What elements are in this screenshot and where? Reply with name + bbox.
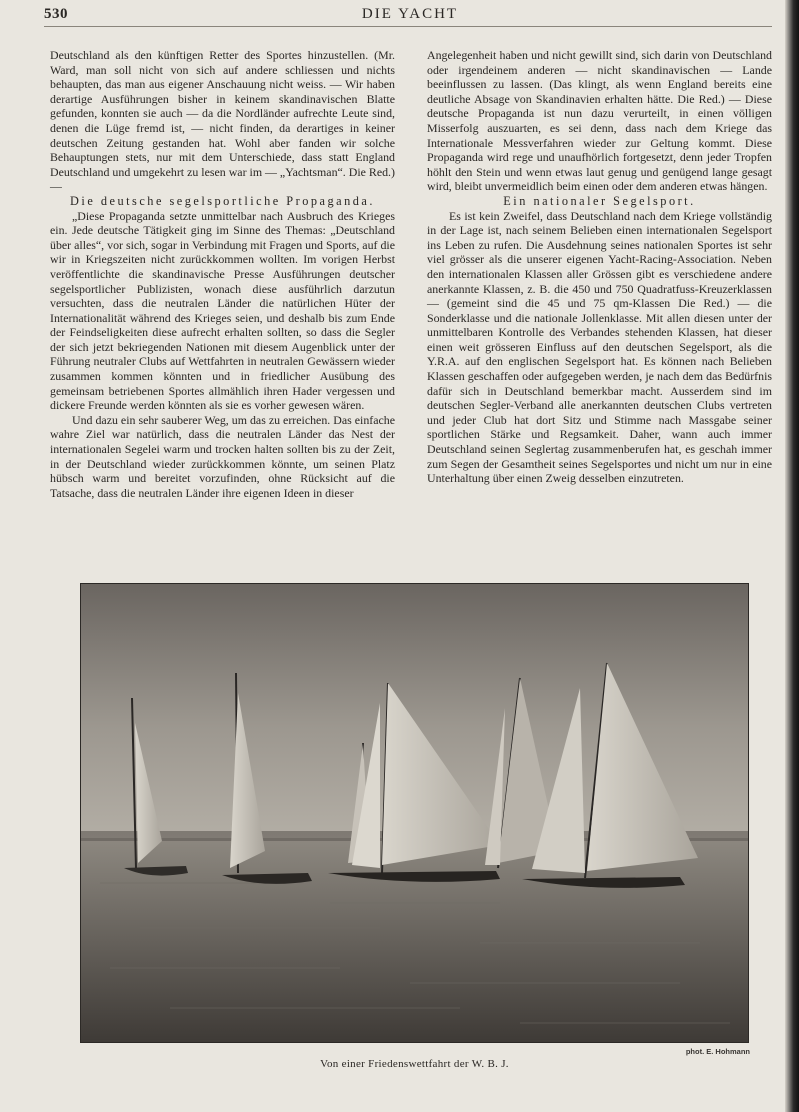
left-paragraph-2: „Diese Propaganda setzte unmittelbar nach Ausbruch des Krieges ein. Jede deutsche Tätigkeit ging im Sinne des Themas: „Deutschland über alles“, vor sich, sogar in Verbindung mit Fragen und Sports, auf die wir in Kriegszeiten nicht zurückkommen wollten. Im vorigen Herbst veröffentlichte die skandinavische Presse Ausführungen deutscher segelsportlicher Publizisten, wonach diese ausführlich darzutun versuchten, dass die neutralen Länder die natürlichen Hüter der Internationalität während des Krieges seien, und deshalb bis zum Ende der Feindseligkeiten diese aufrecht erhalten sollten, so dass die Segler der sich jetzt bekriegenden Nationen mit diesem Augenblick unter der Führung neutraler Clubs auf Wettfahrten in neutralen Gewässern wieder zusammen kommen könnten und in friedlicher Ausübung des gemeinsam betriebenen Sportes allmählich ihren Hader vergessen und dickere Freunde werden könnten als sie es vorher gewesen wären. xyxy=(50,208,395,413)
right-column xyxy=(427,48,772,486)
right-paragraph-2: Es ist kein Zweifel, dass Deutschland nach dem Kriege vollständig in der Lage ist, nach seinem Belieben einen internationalen Segelsport ins Leben zu rufen. Die Ausdehnung seines nationalen Sportes ist sehr viel grösser als die unserer eigenen Yacht-Racing-Association. Neben den internationalen Klassen aller Grössen gibt es verschiedene andere anerkannte Klassen, z. B. die 450 und 750 Quadratfuss-Kreuzerklassen — (gemeint sind die 45 und 75 qm-Klassen Die Red.) — die Sonderklasse und die nationale Jollenklasse. Mit allen diesen unter der unmittelbaren Kontrolle des Verbandes stehenden Klassen, hat dieser einen weit grösseren Einfluss auf den deutschen Segelsport, als die Y.R.A. auf den englischen Segelsport hat. Es können nach Belieben Klassen geschaffen oder aufgegeben werden, je nach dem das Bedürfnis dafür sich in Deutschland bemerkbar macht. Ausserdem sind im deutschen Segler-Verband alle anerkannten deutschen Clubs vertreten und jeder Club hat dort Sitz und Stimme nach Massgabe seiner sportlichen Stärke und Regsamkeit. Daher, wann auch immer Deutschland seinen Seglertag zusammenberufen hat, es geschah immer zum Segen der Gesamtheit seines Segelsportes und nicht um nur in eine Unterhaltung über einen Zweig desselben einzutreten. xyxy=(427,208,772,486)
right-paragraph-1: Angelegenheit haben und nicht gewillt sind, sich darin von Deutschland oder irgendeinem anderen — nicht skandinavischen — Lande beeinflussen zu lassen. (Das klingt, als wenn England bereits eine deutliche Absage von Skandinavien erhalten hätte. Die Red.) — Diese deutsche Propaganda ist nun dazu verurteilt, in einen völligen Misserfolg auszuarten, es sei denn, dass nach dem Kriege das Internationale Messverfahren wieder zur Geltung kommt. Diese Propaganda wird rege und unaufhörlich fortgesetzt, denn jeder Tropfen höhlt den Stein und wenn etwas laut genug und genügend lange gesagt wird, bleibt unvermeidlich beim einen oder dem anderen etwas hängen. xyxy=(427,48,772,194)
sailboats-photograph xyxy=(80,583,749,1043)
left-column xyxy=(50,48,395,500)
left-paragraph-1: Deutschland als den künftigen Retter des Sportes hinzustellen. (Mr. Ward, man soll nicht von sich auf andere schliessen und nichts behaupten, das man aus eigener Anschauung nicht weiss. — Wir haben derartige Ausführungen bisher in keinem skandinavischen Blatte gefunden, konnten sie auch — da die Nordländer aufrechte Leute sind, denen die Lüge fremd ist, — nicht finden, da derartiges in keiner deutschen Zeitung gestanden hat. Wohl aber fanden wir solche Behauptungen stets, nur mit dem Unterschiede, dass statt England Deutschland und umgekehrt zu lesen war im — „Yachtsman“. Die Red.) — xyxy=(50,48,395,194)
page-binding-edge xyxy=(785,0,799,1112)
section-heading-propaganda: Die deutsche segelsportliche Propaganda. xyxy=(70,193,375,208)
photo-credit: phot. E. Hohmann xyxy=(685,1047,750,1056)
section-heading-national-sailing: Ein nationaler Segelsport. xyxy=(503,193,696,208)
left-paragraph-3: Und dazu ein sehr sauberer Weg, um das zu erreichen. Das einfache wahre Ziel war natürlich, dass die neutralen Länder das Nest der internationalen Segelei warm und trocken halten sollten bis zu der Zeit, in der Deutschland wieder zurückkommen könnte, um seinen Platz hübsch warm und bereitet vorzufinden, ohne Rücksicht auf die Tatsache, dass die neutralen Länder ihre eigenen Ideen in dieser xyxy=(50,412,395,500)
page-number: 530 xyxy=(44,6,68,22)
running-head-title: DIE YACHT xyxy=(361,6,459,22)
figure-caption: Von einer Friedenswettfahrt der W. B. J. xyxy=(320,1058,509,1070)
header-rule xyxy=(44,26,772,27)
